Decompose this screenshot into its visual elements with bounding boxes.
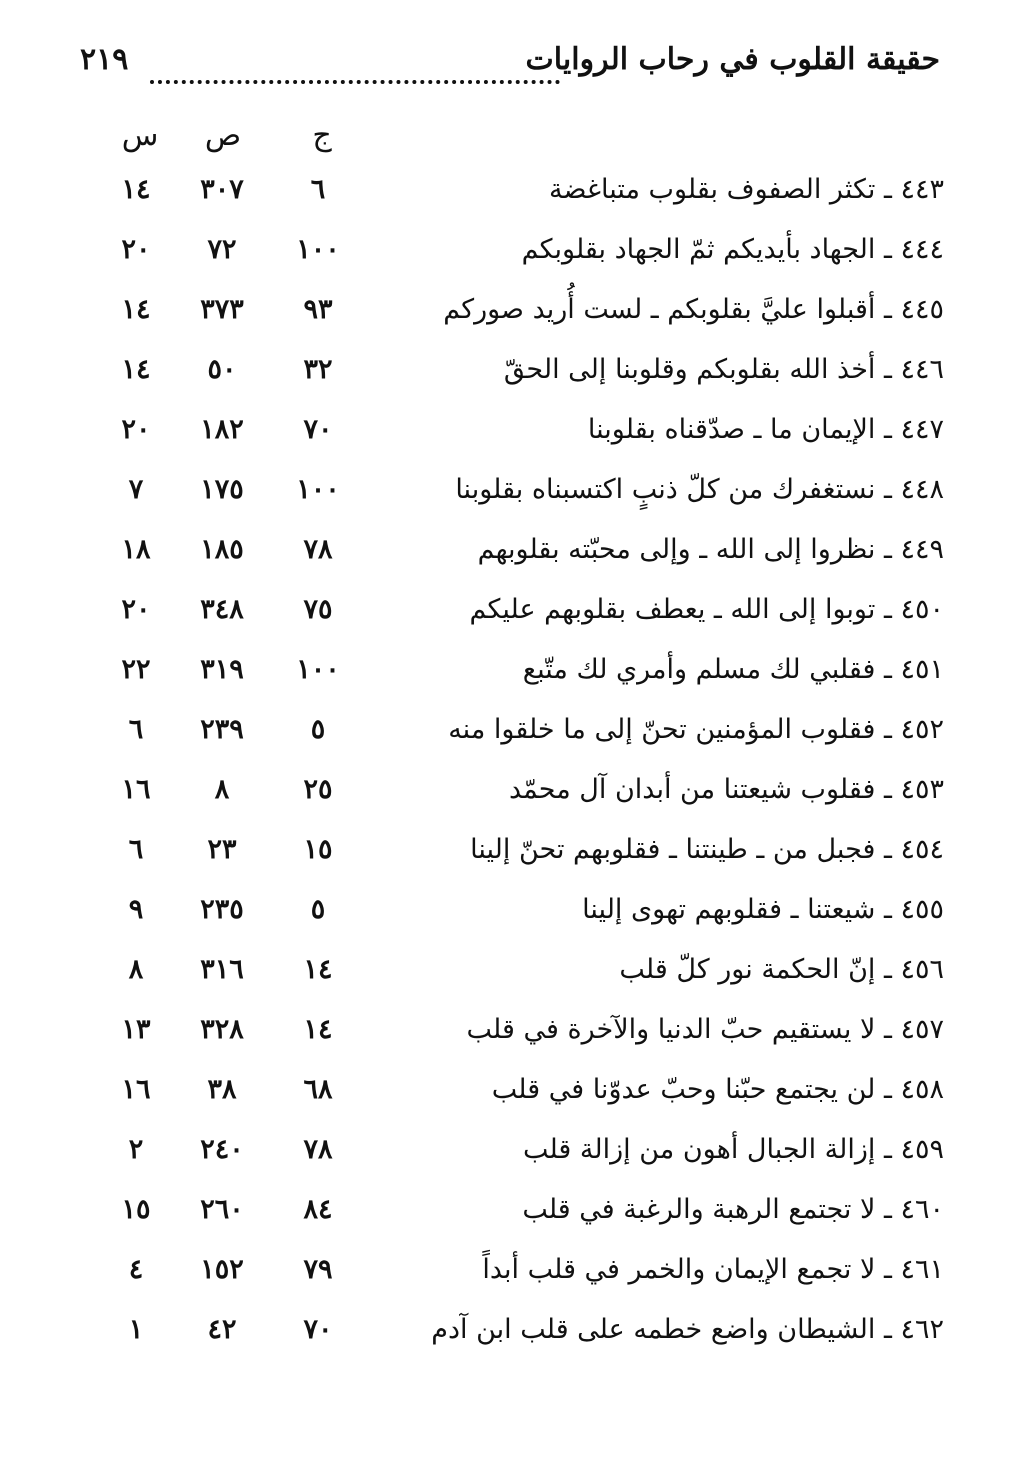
entry-title: ٤٤٧ ـ الإيمان ما ـ صدّقناه بقلوبنا (587, 414, 944, 445)
entry-page: ١٨٢ (200, 414, 244, 445)
entry-page: ١٥٢ (200, 1254, 244, 1285)
index-entry (0, 700, 1034, 760)
index-entry (0, 1300, 1034, 1360)
index-entry (0, 520, 1034, 580)
entry-volume: ٧٠ (303, 1314, 333, 1345)
entry-title: ٤٤٨ ـ نستغفرك من كلّ ذنبٍ اكتسبناه بقلوبنا (455, 474, 944, 505)
entry-volume: ١٠٠ (296, 234, 340, 265)
entry-title: ٤٥٦ ـ إنّ الحكمة نور كلّ قلب (619, 954, 944, 985)
entry-volume: ١٠٠ (296, 474, 340, 505)
entry-title: ٤٥٣ ـ فقلوب شيعتنا من أبدان آل محمّد (508, 774, 944, 805)
entry-title: ٤٤٦ ـ أخذ الله بقلوبكم وقلوبنا إلى الحقّ (503, 354, 944, 385)
entry-page: ٣٢٨ (200, 1014, 244, 1045)
entry-page: ٢٤٠ (200, 1134, 244, 1165)
entry-volume: ٥ (310, 894, 326, 925)
entry-line: ١٨ (121, 534, 151, 565)
running-header-title: حقيقة القلوب في رحاب الروايات (525, 42, 940, 77)
entry-line: ١٦ (121, 1074, 151, 1105)
entry-volume: ٨٤ (303, 1194, 333, 1225)
entry-page: ٢٦٠ (200, 1194, 244, 1225)
entry-page: ٥٠ (207, 354, 237, 385)
entry-line: ٢٠ (121, 414, 151, 445)
entry-volume: ٣٢ (303, 354, 333, 385)
entry-page: ٣٨ (207, 1074, 237, 1105)
index-entry (0, 880, 1034, 940)
entry-title: ٤٤٥ ـ أقبلوا عليَّ بقلوبكم ـ لست أُريد صوركم (443, 294, 944, 325)
entry-volume: ٧٠ (303, 414, 333, 445)
index-entry (0, 940, 1034, 1000)
entry-title: ٤٤٩ ـ نظروا إلى الله ـ وإلى محبّته بقلوبهم (477, 534, 944, 565)
entry-page: ٨ (214, 774, 230, 805)
index-entry (0, 820, 1034, 880)
column-headers (0, 118, 1034, 158)
entry-title: ٤٥١ ـ فقلبي لك مسلم وأمري لك متّبع (522, 654, 944, 685)
entry-title: ٤٦١ ـ لا تجمع الإيمان والخمر في قلب أبداً (482, 1254, 944, 1285)
entry-page: ٣١٦ (200, 954, 244, 985)
entry-line: ٢٠ (121, 234, 151, 265)
entry-page: ٣٧٣ (200, 294, 244, 325)
entry-volume: ٧٥ (303, 594, 333, 625)
entry-title: ٤٦٢ ـ الشيطان واضع خطمه على قلب ابن آدم (431, 1314, 944, 1345)
entry-line: ٦ (128, 714, 144, 745)
entry-volume: ٥ (310, 714, 326, 745)
entry-title: ٤٦٠ ـ لا تجتمع الرهبة والرغبة في قلب (522, 1194, 944, 1225)
entry-line: ٧ (128, 474, 144, 505)
entry-line: ٢ (128, 1134, 144, 1165)
index-entry (0, 1060, 1034, 1120)
entry-page: ٤٢ (207, 1314, 237, 1345)
index-entry (0, 1180, 1034, 1240)
entry-page: ٧٢ (207, 234, 237, 265)
entry-title: ٤٥٨ ـ لن يجتمع حبّنا وحبّ عدوّنا في قلب (491, 1074, 944, 1105)
entry-volume: ١٤ (303, 1014, 333, 1045)
entry-line: ١٤ (121, 174, 151, 205)
index-entry (0, 1240, 1034, 1300)
index-entry (0, 1000, 1034, 1060)
entry-page: ٣٠٧ (200, 174, 244, 205)
index-entry (0, 640, 1034, 700)
column-header-line: س (121, 118, 159, 153)
column-header-volume: ج (312, 118, 332, 153)
entry-page: ٣٤٨ (200, 594, 244, 625)
entry-page: ٢٣ (207, 834, 237, 865)
index-entry (0, 760, 1034, 820)
entry-volume: ١٥ (303, 834, 333, 865)
entry-line: ٦ (128, 834, 144, 865)
entry-volume: ٧٩ (303, 1254, 333, 1285)
entry-line: ٢٢ (121, 654, 151, 685)
entry-line: ١ (128, 1314, 144, 1345)
entry-line: ٩ (128, 894, 144, 925)
header-dot-leader (150, 80, 560, 84)
entry-title: ٤٥٤ ـ فجبل من ـ طينتنا ـ فقلوبهم تحنّ إلينا (470, 834, 944, 865)
entry-volume: ٧٨ (303, 534, 333, 565)
entry-title: ٤٥٩ ـ إزالة الجبال أهون من إزالة قلب (522, 1134, 944, 1165)
entry-title: ٤٤٤ ـ الجهاد بأيديكم ثمّ الجهاد بقلوبكم (521, 234, 944, 265)
entry-line: ٨ (128, 954, 144, 985)
entry-page: ٢٣٥ (200, 894, 244, 925)
entry-title: ٤٤٣ ـ تكثر الصفوف بقلوب متباغضة (548, 174, 944, 205)
entry-line: ١٤ (121, 354, 151, 385)
index-entry (0, 400, 1034, 460)
index-entry (0, 220, 1034, 280)
entry-title: ٤٥٢ ـ فقلوب المؤمنين تحنّ إلى ما خلقوا منه (448, 714, 944, 745)
entry-title: ٤٥٥ ـ شيعتنا ـ فقلوبهم تهوى إلينا (582, 894, 944, 925)
index-entry (0, 160, 1034, 220)
entry-volume: ٩٣ (303, 294, 333, 325)
entry-page: ٣١٩ (200, 654, 244, 685)
entry-page: ١٨٥ (200, 534, 244, 565)
entry-line: ١٥ (121, 1194, 151, 1225)
entry-volume: ١٠٠ (296, 654, 340, 685)
entry-page: ١٧٥ (200, 474, 244, 505)
page-number: ٢١٩ (80, 42, 129, 77)
entry-volume: ٦٨ (303, 1074, 333, 1105)
entry-line: ٢٠ (121, 594, 151, 625)
entry-volume: ١٤ (303, 954, 333, 985)
entry-line: ١٦ (121, 774, 151, 805)
running-header (80, 42, 940, 92)
entry-line: ١٤ (121, 294, 151, 325)
entry-volume: ٧٨ (303, 1134, 333, 1165)
entry-volume: ٢٥ (303, 774, 333, 805)
index-entry (0, 460, 1034, 520)
index-entry (0, 580, 1034, 640)
entry-page: ٢٣٩ (200, 714, 244, 745)
entry-volume: ٦ (310, 174, 326, 205)
column-header-page: ص (204, 118, 242, 153)
index-entry (0, 1120, 1034, 1180)
index-entry (0, 280, 1034, 340)
entry-title: ٤٥٧ ـ لا يستقيم حبّ الدنيا والآخرة في قلب (466, 1014, 944, 1045)
index-entry (0, 340, 1034, 400)
entry-line: ٤ (128, 1254, 144, 1285)
entry-line: ١٣ (121, 1014, 151, 1045)
entry-title: ٤٥٠ ـ توبوا إلى الله ـ يعطف بقلوبهم عليكم (469, 594, 944, 625)
